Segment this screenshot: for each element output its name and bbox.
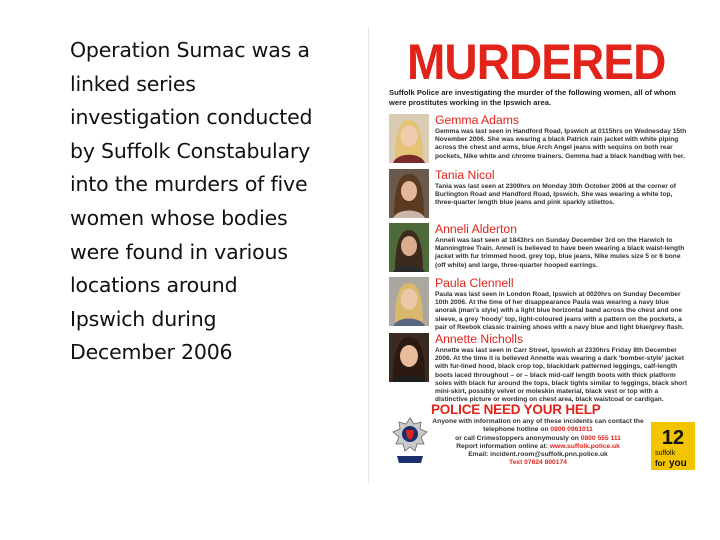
logo-text: suffolk: [655, 450, 676, 457]
victim-description: Anneli was last seen at 1843hrs on Sunday December 3rd on the Harwich to Manningtree Train. Anneli is believed to have been wearing a black waist-length jacket with fur trimmed hood, grey top, blue jeans, Nike mules size 5 or 6 bone (off white) and large, three-quarter hooped earrings.: [435, 237, 685, 269]
police-crest-icon: [391, 416, 429, 466]
victim-name: Annette Nicholls: [435, 332, 524, 346]
slide-body-text: [70, 34, 360, 370]
victim-entry: [389, 223, 689, 275]
help-line: Anyone with information on any of these incidents can contact the: [432, 418, 644, 425]
victim-entry: [389, 169, 689, 221]
help-contact-info: [431, 418, 645, 468]
email-line: Email: incident.room@suffolk.pnn.police.uk: [468, 451, 608, 459]
logo-text: you: [669, 458, 687, 469]
help-text: or call Crimestoppers anonymously on: [455, 434, 581, 442]
text-line: Ipswich during: [70, 306, 217, 331]
svg-text:12: 12: [661, 427, 685, 449]
victim-description: Tania was last seen at 2300hrs on Monday 30th October 2006 at the corner of Burlington Road and Handford Road, Ipswich. She was wearing a white top, three-quarter length blue jeans and pink sparkly stilettos.: [435, 183, 676, 207]
victim-name: Paula Clennell: [435, 276, 514, 290]
victim-description: Annette was last seen in Carr Street, Ipswich at 2330hrs Friday 8th December 2006. At the time it is believed Annette was wearing a dark 'bomber-style' jacket with fur-lined hood, black crop top, black/dark patterned leggings, calf-length boots laced throughout – or – black mid-calf length boots with thick platform soles with black fur around the tops, black tights similar to leggings, black short mini-skirt, possibly velvet or moleskin material, black vest or top with a distinctive picture or wording on chest area, black waistcoat or cardigan.: [435, 347, 688, 404]
victim-photo: [389, 333, 429, 382]
help-line: [431, 443, 645, 451]
help-heading: POLICE NEED YOUR HELP: [431, 402, 601, 417]
victim-name: Gemma Adams: [435, 113, 519, 127]
victim-photo: [389, 277, 429, 326]
text-number-line: Text 07624 800174: [509, 459, 567, 467]
website-link: www.suffolk.police.uk: [549, 442, 620, 450]
help-line: [431, 426, 645, 434]
text-line: linked series: [70, 71, 196, 96]
poster-title: MURDERED: [407, 34, 666, 90]
crimestoppers-number: 0800 555 111: [580, 434, 621, 442]
victim-entry: [389, 114, 689, 166]
text-line: into the murders of five: [70, 172, 308, 197]
poster-intro: Suffolk Police are investigating the murder of the following women, all of whom were prostitutes working in the Ipswich area.: [389, 88, 676, 107]
victim-name: Anneli Alderton: [435, 222, 517, 236]
logo-text: for: [655, 459, 666, 468]
victim-photo: [389, 169, 429, 218]
hotline-number: 0800 0961011: [550, 426, 593, 434]
help-line: [431, 435, 645, 443]
victim-entry: [389, 277, 689, 329]
text-line: women whose bodies: [70, 205, 288, 230]
help-text: Report information online at:: [456, 442, 550, 450]
victim-name: Tania Nicol: [435, 168, 495, 182]
suffolk-for-you-logo: [651, 422, 695, 470]
victim-description: Gemma was last seen in Handford Road, Ipswich at 0115hrs on Wednesday 15th November 2006. She was wearing a black Patrick rain jacket with white piping across the chest and arms, blue Arch Angel jeans with sequins on both rear pockets, Nike white and chrome trainers. Gemma had a black handbag with her.: [435, 128, 687, 160]
murdered-poster: [368, 28, 694, 483]
victim-photo: [389, 223, 429, 272]
victim-entry: [389, 332, 689, 404]
victim-photo: [389, 114, 429, 163]
victim-description: Paula was last seen in London Road, Ipswich at 0020hrs on Sunday December 10th 2006. At the time of her disappearance Paula was wearing a navy blue anorak (man's style) with a light blue horizontal band across the chest and one sleeve, a grey 'hoody' top, light-coloured jeans with a pattern on the pockets, a pair of Reebok classic training shoes with a navy blue and light blue/grey flash.: [435, 291, 684, 331]
text-line: Operation Sumac was a: [70, 38, 310, 62]
help-text: telephone hotline on: [483, 426, 551, 434]
text-line: locations around: [70, 273, 238, 298]
text-line: investigation conducted: [70, 105, 313, 130]
text-line: by Suffolk Constabulary: [70, 138, 311, 163]
text-line: were found in various: [70, 239, 288, 264]
text-line: December 2006: [70, 340, 233, 365]
